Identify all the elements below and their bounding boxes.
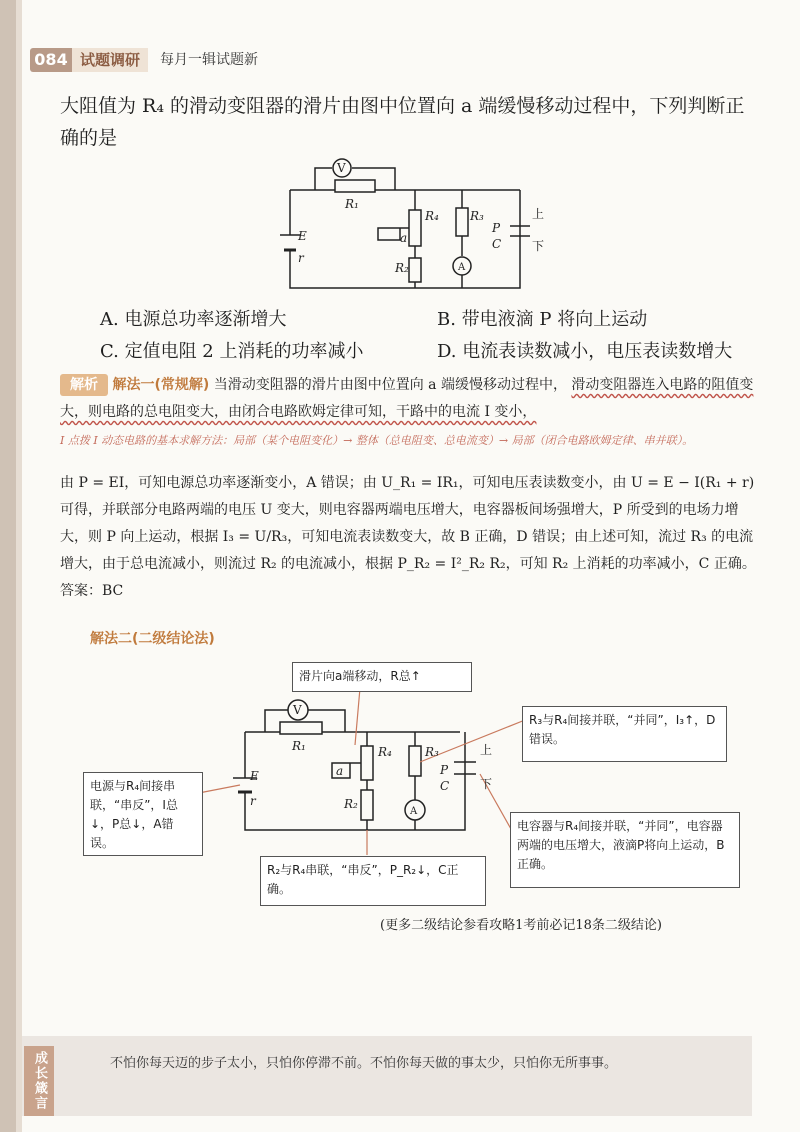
voltmeter-label: V [337,161,346,175]
label-c: C [492,237,502,251]
analysis-paragraph-1 [60,372,760,426]
brand-title: 试题调研 [72,48,148,72]
circuit-diagram-1 [270,150,560,295]
label-r4: R₄ [425,209,439,223]
book-spine-edge [16,0,22,1132]
label-e: E [298,229,307,243]
header-tagline: 每月一辑试题新 [160,52,258,68]
question-stem: 大阻值为 R₄ 的滑动变阻器的滑片由图中位置向 a 端缓慢移动过程中，下列判断正确的是 [60,95,745,149]
label-r1: R₁ [345,197,359,211]
callout-right-top: R₃与R₄间接并联，“并同”，I₃↑，D错误。 [522,706,727,762]
footer-band [22,1036,752,1116]
footer-tab: 成长箴言 [24,1046,54,1116]
label-p: P [492,221,501,235]
footer-quote: 不怕你每天迈的步子太小，只怕你停滞不前。不怕你每天做的事太少，只怕你无所事事。 [110,1056,618,1071]
analysis-tag: 解析 [60,374,108,396]
label-r1-2: R₁ [292,739,306,753]
book-spine [0,0,16,1132]
callout-right-bottom: 电容器与R₄间接并联，“并同”，电容器两端的电压增大，液滴P将向上运动，B正确。 [510,812,740,888]
label-e-2: E [250,769,259,783]
voltmeter-label-2: V [293,703,302,717]
handwritten-note: I 点拨 I 动态电路的基本求解方法：局部（某个电阻变化）→ 整体（总电阻变、总电流变）→ 局部（闭合电路欧姆定律、串并联）。 [60,434,694,447]
analysis-paragraph-2: 由 P = EI，可知电源总功率逐渐变小，A 错误；由 U_R₁ = IR₁，可知电压表读数变小，由 U = E − I(R₁ + r) 可得，并联部分电路两端的电压 U 变大，则电容器两端电压增大，电容器板间场强增大，P 所受到的电场力增大，则 P 向上运动，根据 I₃ = U/R₃，可知电流表读数变大，故 B 正确，D 错误；由上述可知，流过 R₃ 的电流增大，由于总电流减小，则流过 R₂ 的电流减小，根据 P_R₂ = I²_R₂ R₂，可知 R₂ 上消耗的功率减小，C 正确。答案：BC [60,475,756,599]
label-r: r [298,251,304,265]
label-up: 上 [532,207,545,221]
label-a-2: a [336,764,344,778]
ammeter-label: A [458,262,466,273]
method-1-title: 解法一(常规解) [112,377,210,393]
label-r2: R₂ [395,261,409,275]
label-r3-2: R₃ [425,745,439,759]
callout-left: 电源与R₄间接串联，“串反”，I总↓，P总↓，A错误。 [83,772,203,856]
option-a: A. 电源总功率逐渐增大 [100,309,287,330]
footnote: (更多二级结论参看攻略1考前必记18条二级结论) [380,918,662,933]
analysis-text-1a: 当滑动变阻器的滑片由图中位置向 a 端缓慢移动过程中， [213,377,567,393]
callout-top: 滑片向a端移动，R总↑ [292,662,472,692]
option-c: C. 定值电阻 2 上消耗的功率减小 [100,341,364,362]
analysis-text-1b: 滑动变阻器连入电路的阻值变大，则电路的总电阻变大，由闭合电路欧姆定律可知，干路中的电流 I 变小， [60,377,754,420]
callout-bottom: R₂与R₄串联，“串反”，P_R₂↓，C正确。 [260,856,486,906]
label-p-2: P [440,763,449,777]
label-down: 下 [532,239,545,253]
label-r3: R₃ [470,209,484,223]
page-number: 084 [30,48,72,72]
label-r2-2: R₂ [344,797,358,811]
label-a: a [400,231,408,245]
option-b: B. 带电液滴 P 将向上运动 [437,309,648,330]
method-2-title: 解法二(二级结论法) [90,631,215,647]
option-d: D. 电流表读数减小，电压表读数增大 [437,341,733,362]
label-r-2: r [250,794,256,808]
label-r4-2: R₄ [378,745,392,759]
label-down-2: 下 [480,777,493,791]
label-up-2: 上 [480,743,493,757]
label-c-2: C [440,779,450,793]
ammeter-label-2: A [410,806,418,817]
